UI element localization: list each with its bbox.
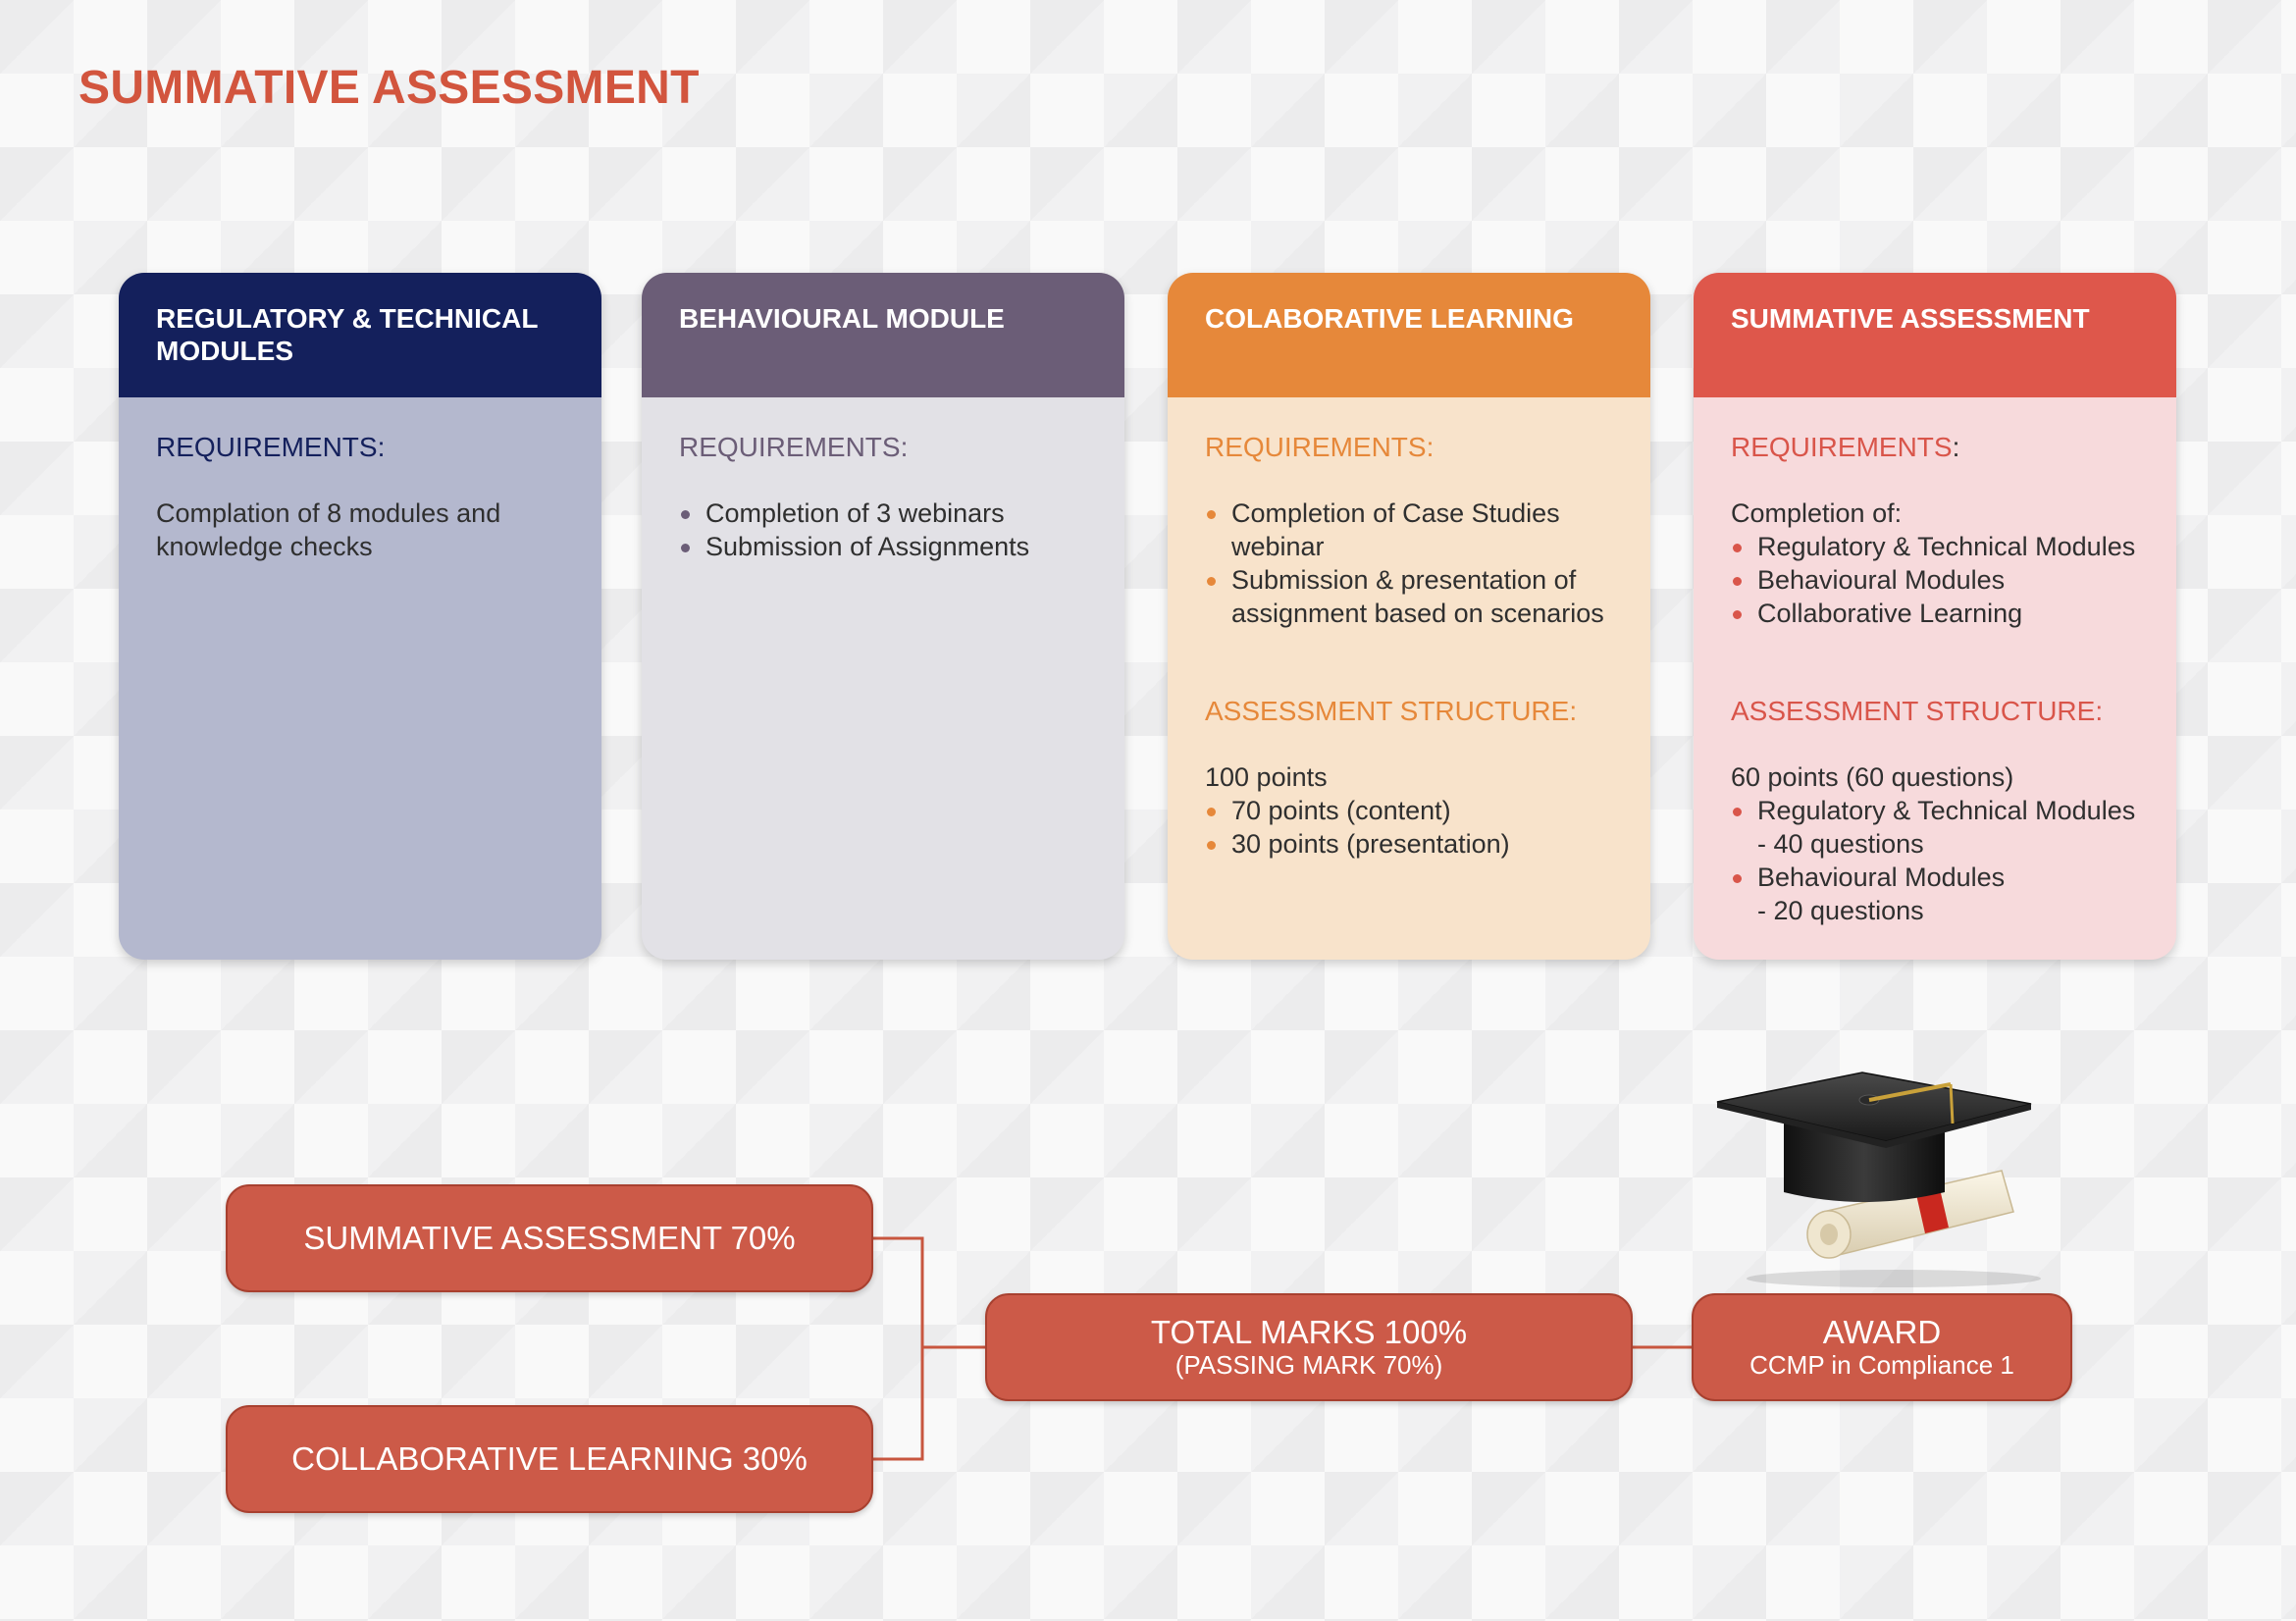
list-item: 70 points (content) [1205, 794, 1613, 827]
list-item: Regulatory & Technical Modules [1731, 530, 2139, 563]
total-marks-box [985, 1293, 1633, 1401]
graduation-illustration [1707, 1055, 2061, 1290]
item-note: - 40 questions [1757, 829, 1924, 859]
list-item: Behavioural Modules [1731, 563, 2139, 597]
item-note: - 20 questions [1757, 896, 1924, 925]
list-item: Submission of Assignments [679, 530, 1087, 563]
collaborative-weight-label: COLLABORATIVE LEARNING 30% [291, 1440, 808, 1477]
item-label: Regulatory & Technical Modules [1757, 796, 2136, 825]
card-header: COLABORATIVE LEARNING [1168, 273, 1650, 397]
requirements-title: REQUIREMENTS: [156, 432, 386, 462]
requirements-title: REQUIREMENTS: [1205, 432, 1435, 462]
requirements-title: REQUIREMENTS: [679, 432, 909, 462]
award-box [1692, 1293, 2072, 1401]
list-item: Submission & presentation of assignment based on scenarios [1205, 563, 1613, 630]
card-header: REGULATORY & TECHNICAL MODULES [119, 273, 601, 397]
page-title: SUMMATIVE ASSESSMENT [78, 62, 700, 114]
card-header: SUMMATIVE ASSESSMENT [1694, 273, 2176, 397]
assessment-intro: 60 points (60 questions) [1731, 762, 2014, 792]
list-item: Collaborative Learning [1731, 597, 2139, 630]
summative-weight-box [226, 1184, 873, 1292]
list-item: 30 points (presentation) [1205, 827, 1613, 861]
total-marks-label: TOTAL MARKS 100% [1150, 1314, 1468, 1350]
summative-weight-label: SUMMATIVE ASSESSMENT 70% [303, 1220, 796, 1256]
requirements-intro: Completion of: [1731, 498, 1903, 528]
list-item: Completion of Case Studies webinar [1205, 497, 1613, 563]
requirements-colon: : [1952, 432, 1960, 462]
connector-summative [873, 1238, 922, 1459]
award-note: CCMP in Compliance 1 [1749, 1350, 2014, 1380]
card-header: BEHAVIOURAL MODULE [642, 273, 1124, 397]
list-item: Completion of 3 webinars [679, 497, 1087, 530]
assessment-intro: 100 points [1205, 762, 1328, 792]
award-label: AWARD [1822, 1314, 1942, 1350]
assessment-title: ASSESSMENT STRUCTURE: [1205, 696, 1578, 726]
collaborative-weight-box [226, 1405, 873, 1513]
requirements-label: REQUIREMENTS [1731, 432, 1953, 462]
passing-mark-note: (PASSING MARK 70%) [1174, 1350, 1443, 1380]
assessment-title: ASSESSMENT STRUCTURE: [1731, 696, 2104, 726]
item-label: Behavioural Modules [1757, 863, 2006, 892]
requirements-text: Complation of 8 modules and knowledge checks [156, 498, 501, 561]
